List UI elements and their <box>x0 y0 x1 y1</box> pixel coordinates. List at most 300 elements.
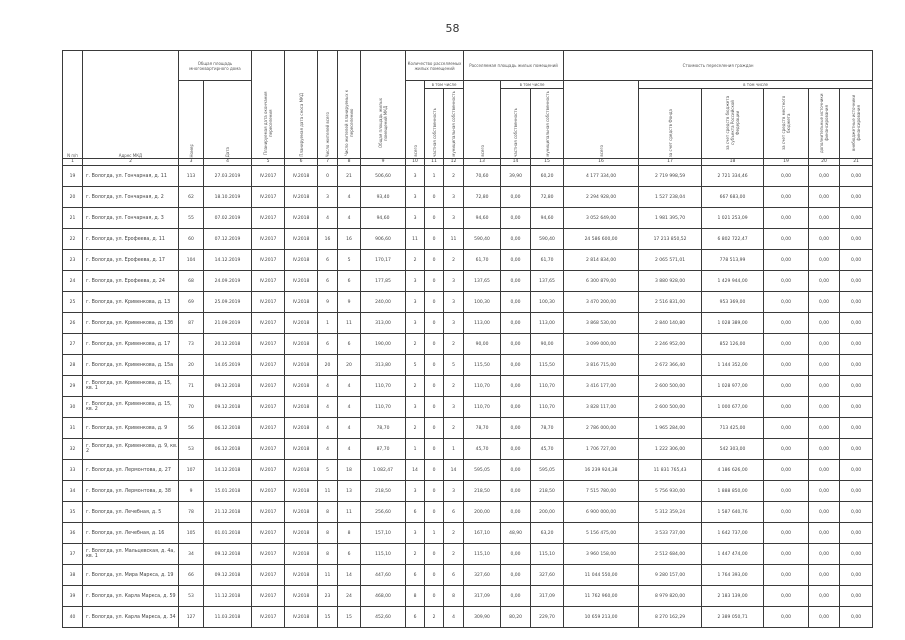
doc-number-cell: 60 <box>179 229 204 250</box>
area-all-cell: 167,10 <box>464 523 501 544</box>
rooms-all-cell: 3 <box>406 313 425 334</box>
rooms-mun-cell: 3 <box>444 292 464 313</box>
rooms-all-cell: 6 <box>406 565 425 586</box>
plan-year-cell: IV.2017 <box>252 502 285 523</box>
rooms-private-cell: 0 <box>425 586 444 607</box>
people-total-cell: 8 <box>318 502 338 523</box>
rooms-private-cell: 0 <box>425 313 444 334</box>
col-cost-extra-header: дополнительные источники финансирования <box>809 89 840 159</box>
area-mun-cell: 60,20 <box>531 166 564 187</box>
doc-date-cell: 27.03.2019 <box>204 166 252 187</box>
cost-fund-cell: 1 981 395,70 <box>639 208 702 229</box>
rooms-private-cell: 0 <box>425 439 444 460</box>
cost-all-cell: 6 300 879,00 <box>564 271 639 292</box>
people-resettled-cell: 4 <box>338 397 361 418</box>
rooms-private-cell: 0 <box>425 418 444 439</box>
area-all-cell: 45,70 <box>464 439 501 460</box>
address-cell: г. Вологда, ул. Мира Маркса, д. 19 <box>83 565 179 586</box>
col-plan-year-header: Планируемая дата окончания переселения <box>252 51 285 159</box>
people-resettled-cell: 4 <box>338 418 361 439</box>
cost-local-cell: 0,00 <box>764 397 809 418</box>
cost-fund-cell: 2 600 500,00 <box>639 397 702 418</box>
area-mun-cell: 327,60 <box>531 565 564 586</box>
table-row <box>63 313 873 334</box>
cost-region-cell: 1 021 253,09 <box>702 208 764 229</box>
cost-local-cell: 0,00 <box>764 586 809 607</box>
area-all-cell: 94,60 <box>464 208 501 229</box>
address-cell: г. Вологда, ул. Мальцевская, д. 4а, кв. 1 <box>83 544 179 565</box>
area-private-cell: 0,00 <box>501 586 531 607</box>
cost-fund-cell: 3 880 928,00 <box>639 271 702 292</box>
cost-other-cell: 0,00 <box>840 481 873 502</box>
area-cell: 240,00 <box>361 292 406 313</box>
cost-region-cell: 2 389 050,71 <box>702 607 764 628</box>
rooms-mun-cell: 5 <box>444 355 464 376</box>
rooms-all-cell: 3 <box>406 523 425 544</box>
people-total-cell: 8 <box>318 523 338 544</box>
table-row <box>63 208 873 229</box>
cost-region-cell: 852 126,00 <box>702 334 764 355</box>
table-row <box>63 376 873 397</box>
row-number: 37 <box>63 544 83 565</box>
column-number-cell: 12 <box>444 159 464 166</box>
demolish-date-cell: IV.2018 <box>285 460 318 481</box>
col-cost-region-header: за счет средств бюджета субъекта Российской Федерации <box>702 89 764 159</box>
cost-local-cell: 0,00 <box>764 523 809 544</box>
cost-extra-cell: 0,00 <box>809 292 840 313</box>
cost-fund-cell: 8 979 820,00 <box>639 586 702 607</box>
cost-region-cell: 1 642 737,00 <box>702 523 764 544</box>
rooms-all-cell: 3 <box>406 187 425 208</box>
people-resettled-cell: 21 <box>338 166 361 187</box>
rooms-all-cell: 3 <box>406 397 425 418</box>
rooms-mun-cell: 2 <box>444 376 464 397</box>
area-all-cell: 113,00 <box>464 313 501 334</box>
resettlement-table <box>62 50 873 628</box>
cost-region-cell: 1 028 977,00 <box>702 376 764 397</box>
address-cell: г. Вологда, ул. Лермонтова, д. 38 <box>83 481 179 502</box>
table-row <box>63 292 873 313</box>
area-mun-cell: 137,65 <box>531 271 564 292</box>
area-cell: 1 082,47 <box>361 460 406 481</box>
cost-all-cell: 2 294 928,00 <box>564 187 639 208</box>
people-total-cell: 9 <box>318 292 338 313</box>
area-all-cell: 137,65 <box>464 271 501 292</box>
rooms-mun-cell: 1 <box>444 439 464 460</box>
table-row <box>63 544 873 565</box>
plan-year-cell: IV.2017 <box>252 439 285 460</box>
plan-year-cell: IV.2017 <box>252 565 285 586</box>
area-cell: 468,00 <box>361 586 406 607</box>
area-mun-cell: 100,30 <box>531 292 564 313</box>
address-cell: г. Вологда, ул. Кривенкова, д. 13б <box>83 313 179 334</box>
cost-all-cell: 3 099 000,00 <box>564 334 639 355</box>
rooms-all-cell: 3 <box>406 481 425 502</box>
area-cell: 94,60 <box>361 208 406 229</box>
doc-number-cell: 69 <box>179 292 204 313</box>
area-all-cell: 590,40 <box>464 229 501 250</box>
area-private-cell: 80,20 <box>501 607 531 628</box>
demolish-date-cell: IV.2018 <box>285 397 318 418</box>
doc-date-cell: 14.12.2018 <box>204 460 252 481</box>
rooms-mun-cell: 3 <box>444 397 464 418</box>
demolish-date-cell: IV.2018 <box>285 418 318 439</box>
doc-date-cell: 01.01.2018 <box>204 523 252 544</box>
area-cell: 506,60 <box>361 166 406 187</box>
cost-all-cell: 10 659 213,00 <box>564 607 639 628</box>
doc-number-cell: 73 <box>179 334 204 355</box>
rooms-mun-cell: 3 <box>444 313 464 334</box>
area-all-cell: 90,00 <box>464 334 501 355</box>
people-resettled-cell: 14 <box>338 565 361 586</box>
cost-other-cell: 0,00 <box>840 166 873 187</box>
doc-date-cell: 20.12.2018 <box>204 334 252 355</box>
col-people-total-header: Число жителей всего <box>318 51 338 159</box>
area-all-cell: 200,00 <box>464 502 501 523</box>
cost-fund-cell: 5 756 930,00 <box>639 481 702 502</box>
cost-fund-cell: 5 312 359,24 <box>639 502 702 523</box>
area-all-cell: 110,70 <box>464 397 501 418</box>
doc-date-cell: 21.12.2018 <box>204 502 252 523</box>
doc-date-cell: 24.09.2019 <box>204 271 252 292</box>
area-cell: 906,60 <box>361 229 406 250</box>
row-number: 24 <box>63 271 83 292</box>
doc-date-cell: 09.12.2018 <box>204 565 252 586</box>
rooms-private-cell: 0 <box>425 208 444 229</box>
people-resettled-cell: 4 <box>338 187 361 208</box>
column-number-cell: 11 <box>425 159 444 166</box>
column-number-cell: 15 <box>531 159 564 166</box>
rooms-all-cell: 2 <box>406 418 425 439</box>
cost-extra-cell: 0,00 <box>809 544 840 565</box>
table-row <box>63 481 873 502</box>
cost-all-cell: 3 052 649,00 <box>564 208 639 229</box>
rooms-private-cell: 0 <box>425 502 444 523</box>
cost-extra-cell: 0,00 <box>809 208 840 229</box>
plan-year-cell: IV.2017 <box>252 376 285 397</box>
table-row <box>63 187 873 208</box>
cost-region-cell: 1 429 944,00 <box>702 271 764 292</box>
rooms-mun-cell: 2 <box>444 166 464 187</box>
area-all-cell: 100,30 <box>464 292 501 313</box>
cost-fund-cell: 1 965 284,00 <box>639 418 702 439</box>
address-cell: г. Вологда, ул. Кривенкова, д. 15, кв. 1 <box>83 376 179 397</box>
doc-date-cell: 09.12.2018 <box>204 397 252 418</box>
doc-date-cell: 14.05.2019 <box>204 355 252 376</box>
demolish-date-cell: IV.2018 <box>285 481 318 502</box>
group-cost-header: Стоимость переселения граждан <box>564 51 873 81</box>
people-total-cell: 16 <box>318 229 338 250</box>
col-area-all-header: всего <box>464 81 501 159</box>
people-total-cell: 4 <box>318 376 338 397</box>
doc-date-cell: 18.10.2019 <box>204 187 252 208</box>
people-resettled-cell: 5 <box>338 250 361 271</box>
demolish-date-cell: IV.2018 <box>285 187 318 208</box>
demolish-date-cell: IV.2018 <box>285 376 318 397</box>
rooms-mun-cell: 3 <box>444 481 464 502</box>
area-mun-cell: 595,05 <box>531 460 564 481</box>
rooms-mun-cell: 2 <box>444 523 464 544</box>
plan-year-cell: IV.2017 <box>252 355 285 376</box>
people-total-cell: 6 <box>318 271 338 292</box>
row-number: 26 <box>63 313 83 334</box>
cost-all-cell: 16 239 924,38 <box>564 460 639 481</box>
cost-other-cell: 0,00 <box>840 187 873 208</box>
cost-other-cell: 0,00 <box>840 439 873 460</box>
people-resettled-cell: 6 <box>338 334 361 355</box>
rooms-private-cell: 0 <box>425 229 444 250</box>
cost-local-cell: 0,00 <box>764 418 809 439</box>
cost-other-cell: 0,00 <box>840 229 873 250</box>
cost-other-cell: 0,00 <box>840 397 873 418</box>
rooms-all-cell: 3 <box>406 271 425 292</box>
cost-other-cell: 0,00 <box>840 607 873 628</box>
cost-extra-cell: 0,00 <box>809 187 840 208</box>
rooms-private-cell: 0 <box>425 292 444 313</box>
cost-extra-cell: 0,00 <box>809 586 840 607</box>
rooms-private-cell: 2 <box>425 607 444 628</box>
cost-extra-cell: 0,00 <box>809 481 840 502</box>
cost-region-cell: 1 888 850,00 <box>702 481 764 502</box>
cost-local-cell: 0,00 <box>764 544 809 565</box>
area-mun-cell: 110,70 <box>531 376 564 397</box>
people-total-cell: 15 <box>318 607 338 628</box>
cost-local-cell: 0,00 <box>764 271 809 292</box>
col-demolish-header: Планируемая дата сноса МКД <box>285 51 318 159</box>
cost-all-cell: 1 706 727,00 <box>564 439 639 460</box>
table-row <box>63 502 873 523</box>
area-mun-cell: 63,20 <box>531 523 564 544</box>
row-number: 25 <box>63 292 83 313</box>
people-total-cell: 3 <box>318 187 338 208</box>
col-area-header: Общая площадь жилых помещений МКД <box>361 51 406 159</box>
area-mun-cell: 45,70 <box>531 439 564 460</box>
rooms-private-cell: 0 <box>425 355 444 376</box>
doc-number-cell: 70 <box>179 397 204 418</box>
demolish-date-cell: IV.2018 <box>285 586 318 607</box>
cost-extra-cell: 0,00 <box>809 607 840 628</box>
area-cell: 218,50 <box>361 481 406 502</box>
plan-year-cell: IV.2017 <box>252 523 285 544</box>
area-all-cell: 595,05 <box>464 460 501 481</box>
doc-number-cell: 71 <box>179 376 204 397</box>
cost-all-cell: 6 900 000,00 <box>564 502 639 523</box>
row-number: 22 <box>63 229 83 250</box>
address-cell: г. Вологда, ул. Карла Маркса, д. 34 <box>83 607 179 628</box>
row-number: 20 <box>63 187 83 208</box>
doc-number-cell: 78 <box>179 502 204 523</box>
cost-other-cell: 0,00 <box>840 565 873 586</box>
column-number-cell: 18 <box>702 159 764 166</box>
people-resettled-cell: 8 <box>338 523 361 544</box>
demolish-date-cell: IV.2018 <box>285 208 318 229</box>
people-resettled-cell: 9 <box>338 292 361 313</box>
resettlement-table-wrap <box>62 50 862 628</box>
rooms-all-cell: 3 <box>406 166 425 187</box>
row-number: 19 <box>63 166 83 187</box>
plan-year-cell: IV.2017 <box>252 586 285 607</box>
people-total-cell: 1 <box>318 313 338 334</box>
cost-local-cell: 0,00 <box>764 334 809 355</box>
cost-region-cell: 1 764 393,00 <box>702 565 764 586</box>
row-number: 35 <box>63 502 83 523</box>
cost-local-cell: 0,00 <box>764 376 809 397</box>
table-row <box>63 166 873 187</box>
address-cell: г. Вологда, ул. Гончарная, д. 11 <box>83 166 179 187</box>
area-mun-cell: 113,00 <box>531 313 564 334</box>
cost-other-cell: 0,00 <box>840 418 873 439</box>
rooms-all-cell: 1 <box>406 439 425 460</box>
doc-number-cell: 105 <box>179 523 204 544</box>
people-total-cell: 20 <box>318 355 338 376</box>
col-doc-num-header: Номер <box>179 81 204 159</box>
plan-year-cell: IV.2017 <box>252 292 285 313</box>
area-mun-cell: 61,70 <box>531 250 564 271</box>
col-cost-fund-header: за счет средств Фонда <box>639 89 702 159</box>
address-cell: г. Вологда, ул. Ерофеева, д. 11 <box>83 229 179 250</box>
cost-extra-cell: 0,00 <box>809 355 840 376</box>
cost-other-cell: 0,00 <box>840 313 873 334</box>
doc-date-cell: 06.12.2018 <box>204 418 252 439</box>
column-number-cell: 21 <box>840 159 873 166</box>
cost-local-cell: 0,00 <box>764 502 809 523</box>
plan-year-cell: IV.2017 <box>252 418 285 439</box>
cost-fund-cell: 2 065 571,01 <box>639 250 702 271</box>
area-mun-cell: 94,60 <box>531 208 564 229</box>
cost-all-cell: 2 786 000,00 <box>564 418 639 439</box>
people-total-cell: 0 <box>318 166 338 187</box>
table-row <box>63 229 873 250</box>
area-private-cell: 0,00 <box>501 502 531 523</box>
address-cell: г. Вологда, ул. Гончарная, д. 3 <box>83 208 179 229</box>
cost-local-cell: 0,00 <box>764 481 809 502</box>
people-total-cell: 4 <box>318 418 338 439</box>
rooms-private-cell: 1 <box>425 166 444 187</box>
cost-extra-cell: 0,00 <box>809 565 840 586</box>
people-total-cell: 5 <box>318 460 338 481</box>
cost-fund-cell: 2 672 366,40 <box>639 355 702 376</box>
sub-rooms-header: в том числе <box>425 81 464 89</box>
rooms-mun-cell: 3 <box>444 187 464 208</box>
cost-all-cell: 3 816 715,00 <box>564 355 639 376</box>
people-resettled-cell: 11 <box>338 502 361 523</box>
people-resettled-cell: 6 <box>338 544 361 565</box>
cost-all-cell: 11 044 550,00 <box>564 565 639 586</box>
rooms-all-cell: 5 <box>406 355 425 376</box>
demolish-date-cell: IV.2018 <box>285 565 318 586</box>
area-private-cell: 0,00 <box>501 397 531 418</box>
group-rooms-header: Количество расселяемых жилых помещений <box>406 51 464 81</box>
doc-date-cell: 06.12.2018 <box>204 439 252 460</box>
cost-local-cell: 0,00 <box>764 208 809 229</box>
people-resettled-cell: 24 <box>338 586 361 607</box>
cost-fund-cell: 2 719 998,59 <box>639 166 702 187</box>
cost-local-cell: 0,00 <box>764 439 809 460</box>
plan-year-cell: IV.2017 <box>252 187 285 208</box>
cost-all-cell: 3 416 177,00 <box>564 376 639 397</box>
demolish-date-cell: IV.2018 <box>285 292 318 313</box>
cost-local-cell: 0,00 <box>764 460 809 481</box>
cost-all-cell: 3 960 158,00 <box>564 544 639 565</box>
people-resettled-cell: 4 <box>338 376 361 397</box>
area-all-cell: 115,10 <box>464 544 501 565</box>
area-all-cell: 309,90 <box>464 607 501 628</box>
area-all-cell: 72,80 <box>464 187 501 208</box>
row-number: 40 <box>63 607 83 628</box>
people-resettled-cell: 20 <box>338 355 361 376</box>
cost-local-cell: 0,00 <box>764 565 809 586</box>
area-cell: 313,00 <box>361 313 406 334</box>
people-total-cell: 11 <box>318 481 338 502</box>
people-total-cell: 4 <box>318 397 338 418</box>
row-number: 30 <box>63 397 83 418</box>
cost-extra-cell: 0,00 <box>809 418 840 439</box>
people-total-cell: 11 <box>318 565 338 586</box>
area-all-cell: 110,70 <box>464 376 501 397</box>
rooms-all-cell: 3 <box>406 292 425 313</box>
doc-date-cell: 09.12.2018 <box>204 376 252 397</box>
area-private-cell: 0,00 <box>501 418 531 439</box>
table-row <box>63 334 873 355</box>
people-resettled-cell: 16 <box>338 229 361 250</box>
rooms-mun-cell: 2 <box>444 544 464 565</box>
rooms-private-cell: 0 <box>425 481 444 502</box>
area-private-cell: 0,00 <box>501 250 531 271</box>
cost-region-cell: 1 587 640,76 <box>702 502 764 523</box>
rooms-mun-cell: 3 <box>444 208 464 229</box>
cost-extra-cell: 0,00 <box>809 313 840 334</box>
cost-extra-cell: 0,00 <box>809 460 840 481</box>
cost-region-cell: 667 683,00 <box>702 187 764 208</box>
area-all-cell: 317,09 <box>464 586 501 607</box>
cost-extra-cell: 0,00 <box>809 439 840 460</box>
cost-other-cell: 0,00 <box>840 250 873 271</box>
doc-number-cell: 53 <box>179 586 204 607</box>
rooms-private-cell: 0 <box>425 544 444 565</box>
cost-all-cell: 5 156 475,00 <box>564 523 639 544</box>
rooms-private-cell: 0 <box>425 397 444 418</box>
row-number: 31 <box>63 418 83 439</box>
cost-local-cell: 0,00 <box>764 166 809 187</box>
table-row <box>63 418 873 439</box>
plan-year-cell: IV.2017 <box>252 166 285 187</box>
demolish-date-cell: IV.2018 <box>285 523 318 544</box>
doc-date-cell: 07.02.2019 <box>204 208 252 229</box>
area-mun-cell: 90,00 <box>531 334 564 355</box>
column-number-cell: 5 <box>252 159 285 166</box>
cost-other-cell: 0,00 <box>840 208 873 229</box>
people-total-cell: 4 <box>318 208 338 229</box>
cost-local-cell: 0,00 <box>764 355 809 376</box>
address-cell: г. Вологда, ул. Кривенкова, д. 9 <box>83 418 179 439</box>
column-number-cell: 9 <box>361 159 406 166</box>
area-mun-cell: 200,00 <box>531 502 564 523</box>
sub-area-header: в том числе <box>501 81 564 89</box>
row-number: 32 <box>63 439 83 460</box>
address-cell: г. Вологда, ул. Кривенкова, д. 17 <box>83 334 179 355</box>
area-all-cell: 78,70 <box>464 418 501 439</box>
column-number-cell: 2 <box>83 159 179 166</box>
cost-fund-cell: 11 831 765,43 <box>639 460 702 481</box>
area-private-cell: 0,00 <box>501 376 531 397</box>
people-resettled-cell: 15 <box>338 607 361 628</box>
doc-number-cell: 104 <box>179 250 204 271</box>
plan-year-cell: IV.2017 <box>252 334 285 355</box>
area-mun-cell: 115,10 <box>531 544 564 565</box>
table-row <box>63 523 873 544</box>
cost-other-cell: 0,00 <box>840 292 873 313</box>
area-cell: 87,70 <box>361 439 406 460</box>
